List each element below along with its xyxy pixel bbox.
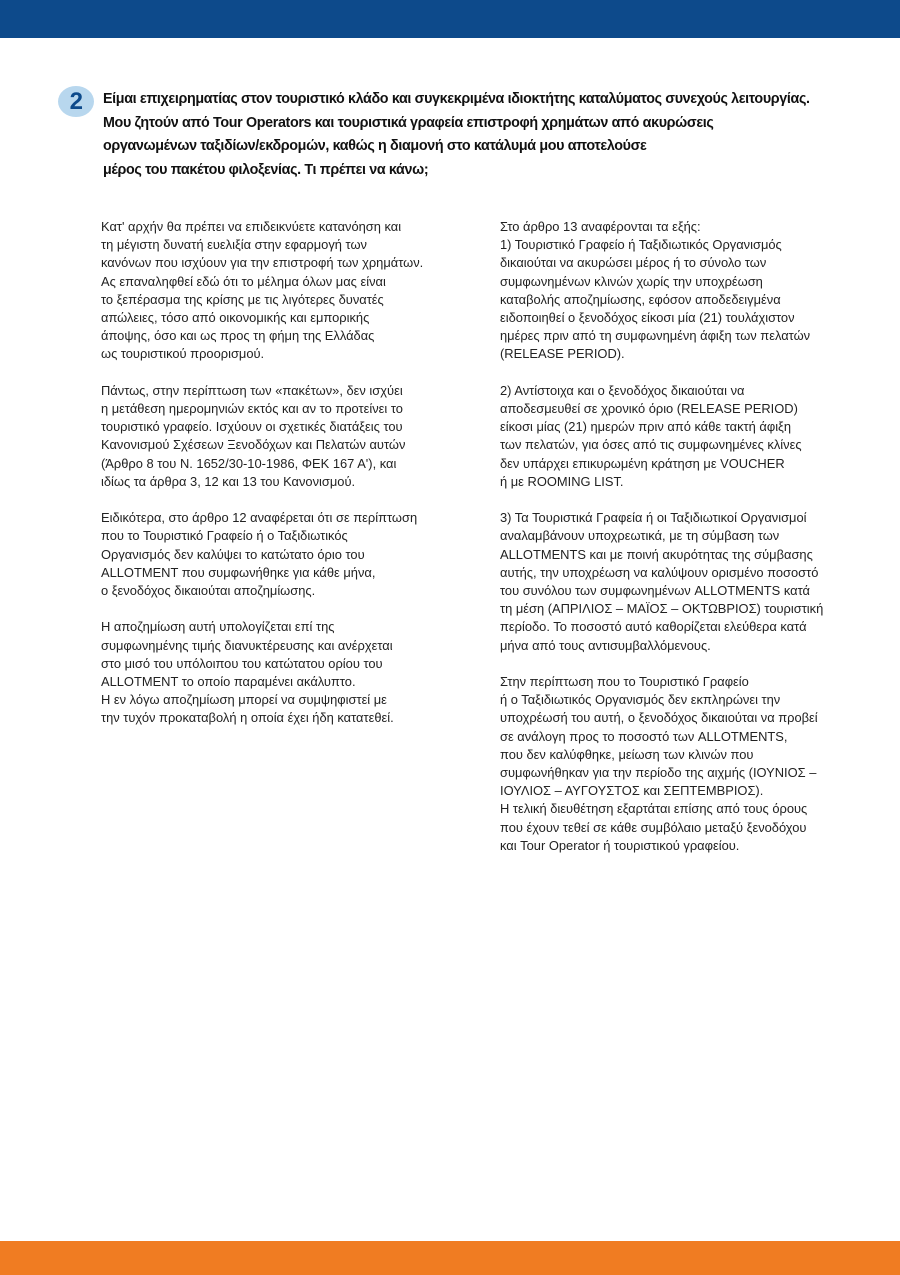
text-line: απώλειες, τόσο από οικονομικής και εμπορικής — [101, 310, 370, 326]
text-line: συμφωνημένων κλινών χωρίς την υποχρέωση — [500, 273, 763, 289]
text-line: υποχρέωσή του αυτή, ο ξενοδόχος δικαιούται να προβεί — [500, 710, 818, 726]
text-line: ή ο Ταξιδιωτικός Οργανισμός δεν εκπληρώνει την — [500, 692, 781, 708]
text-line: ALLOTMENT το οποίο παραμένει ακάλυπτο. — [101, 674, 356, 690]
text-line: που το Τουριστικό Γραφείο ή ο Ταξιδιωτικός — [101, 528, 348, 544]
text-line: συμφωνήθηκαν για την περίοδο της αιχμής (ΙΟΥΝΙΟΣ – — [500, 765, 817, 781]
text-line: δικαιούται να ακυρώσει μέρος ή το σύνολο των — [500, 255, 767, 271]
text-line: Κανονισμού Σχέσεων Ξενοδόχων και Πελατών αυτών — [101, 437, 406, 453]
answer-right-column — [500, 218, 870, 873]
text-line: κανόνων που ισχύουν για την επιστροφή των χρημάτων. — [101, 255, 424, 271]
question-number-badge: 2 — [58, 86, 94, 117]
top-header-bar — [0, 0, 900, 38]
answer-paragraph — [500, 673, 870, 855]
answer-paragraph — [101, 218, 476, 364]
text-line: μήνα από τους αντισυμβαλλόμενους. — [500, 637, 711, 653]
text-line: το ξεπέρασμα της κρίσης με τις λιγότερες δυνατές — [101, 291, 384, 307]
text-line: αποδεσμευθεί σε χρονικό όριο (RELEASE PERIOD) — [500, 401, 798, 417]
text-line: και Tour Operator ή τουριστικού γραφείου. — [500, 837, 740, 853]
text-line: του συνόλου των συμφωνημένων ALLOTMENTS κατά — [500, 583, 810, 599]
text-line: των πελατών, για όσες από τις συμφωνημένες κλίνες — [500, 437, 802, 453]
text-line: συμφωνημένης τιμής διανυκτέρευσης και ανέρχεται — [101, 637, 393, 653]
text-line: ή με ROOMING LIST. — [500, 473, 624, 489]
question-line: μέρος του πακέτου φιλοξενίας. Τι πρέπει να κάνω; — [103, 161, 429, 178]
text-line: σε ανάλογη προς το ποσοστό των ALLOTMENTS, — [500, 728, 788, 744]
text-line: αυτής, την υποχρέωση να καλύψουν ορισμένο ποσοστό — [500, 564, 819, 580]
text-line: στο μισό του υπόλοιπου του κατώτατου ορίου του — [101, 655, 383, 671]
answer-paragraph — [101, 618, 476, 727]
text-line: (Άρθρο 8 του Ν. 1652/30-10-1986, ΦΕΚ 167 Α'), και — [101, 455, 397, 471]
text-line: 3) Τα Τουριστικά Γραφεία ή οι Ταξιδιωτικοί Οργανισμοί — [500, 510, 807, 526]
answer-paragraph — [101, 509, 476, 600]
text-line: (RELEASE PERIOD). — [500, 346, 625, 362]
text-line: ως τουριστικού προορισμού. — [101, 346, 265, 362]
question-line: Μου ζητούν από Tour Operators και τουριστικά γραφεία επιστροφή χρημάτων από ακυρώσεις — [103, 114, 714, 131]
text-line: Στο άρθρο 13 αναφέρονται τα εξής: — [500, 219, 701, 234]
text-line: τη μέση (ΑΠΡΙΛΙΟΣ – ΜΑΪΟΣ – ΟΚΤΩΒΡΙΟΣ) τουριστική — [500, 601, 824, 617]
text-line: ΙΟΥΛΙΟΣ – ΑΥΓΟΥΣΤΟΣ και ΣΕΠΤΕΜΒΡΙΟΣ). — [500, 783, 764, 799]
text-line: ημέρες πριν από τη συμφωνημένη άφιξη των πελατών — [500, 328, 811, 344]
question-heading — [103, 88, 893, 182]
text-line: Ειδικότερα, στο άρθρο 12 αναφέρεται ότι σε περίπτωση — [101, 510, 418, 526]
text-line: τη μέγιστη δυνατή ευελιξία στην εφαρμογή των — [101, 237, 367, 253]
text-line: που έχουν τεθεί σε κάθε συμβόλαιο μεταξύ ξενοδόχου — [500, 819, 807, 835]
text-line: Η αποζημίωση αυτή υπολογίζεται επί της — [101, 619, 335, 635]
text-line: τουριστικό γραφείο. Ισχύουν οι σχετικές διατάξεις του — [101, 419, 403, 435]
text-line: Η τελική διευθέτηση εξαρτάται επίσης από τους όρους — [500, 801, 808, 817]
text-line: η μετάθεση ημερομηνιών εκτός και αν το προτείνει το — [101, 401, 403, 417]
text-line: Κατ' αρχήν θα πρέπει να επιδεικνύετε κατανόηση και — [101, 219, 402, 234]
text-line: Στην περίπτωση που το Τουριστικό Γραφείο — [500, 674, 749, 690]
text-line: ιδίως τα άρθρα 3, 12 και 13 του Κανονισμού. — [101, 473, 356, 489]
text-line: ALLOTMENT που συμφωνήθηκε για κάθε μήνα, — [101, 564, 376, 580]
text-line: καταβολής αποζημίωσης, εφόσον αποδεδειγμένα — [500, 291, 781, 307]
text-line: δεν υπάρχει επικυρωμένη κράτηση με VOUCHER — [500, 455, 785, 471]
answer-paragraph — [500, 382, 870, 491]
answer-paragraph — [500, 218, 870, 364]
text-line: περίοδο. Το ποσοστό αυτό καθορίζεται ελεύθερα κατά — [500, 619, 807, 635]
answer-paragraph — [101, 382, 476, 491]
text-line: αναλαμβάνουν υποχρεωτικά, με τη σύμβαση των — [500, 528, 780, 544]
question-line: Είμαι επιχειρηματίας στον τουριστικό κλάδο και συγκεκριμένα ιδιοκτήτης καταλύματος συνεχούς λειτουργίας. — [103, 91, 810, 107]
text-line: 1) Τουριστικό Γραφείο ή Ταξιδιωτικός Οργανισμός — [500, 237, 782, 253]
answer-paragraph — [500, 509, 870, 655]
bottom-footer-bar — [0, 1241, 900, 1275]
text-line: Πάντως, στην περίπτωση των «πακέτων», δεν ισχύει — [101, 382, 403, 398]
text-line: 2) Αντίστοιχα και ο ξενοδόχος δικαιούται να — [500, 382, 745, 398]
text-line: Ας επαναληφθεί εδώ ότι το μέλημα όλων μας είναι — [101, 273, 386, 289]
question-line: οργανωμένων ταξιδίων/εκδρομών, καθώς η διαμονή στο κατάλυμά μου αποτελούσε — [103, 138, 647, 154]
text-line: που δεν καλύφθηκε, μείωση των κλινών που — [500, 746, 754, 762]
text-line: Οργανισμός δεν καλύψει το κατώτατο όριο του — [101, 546, 365, 562]
text-line: Η εν λόγω αποζημίωση μπορεί να συμψηφιστεί με — [101, 692, 387, 708]
text-line: ο ξενοδόχος δικαιούται αποζημίωσης. — [101, 583, 316, 599]
answer-left-column — [101, 218, 476, 746]
text-line: άποψης, όσο και ως προς τη φήμη της Ελλάδας — [101, 328, 375, 344]
text-line: ALLOTMENTS και με ποινή ακυρότητας της σύμβασης — [500, 546, 813, 562]
text-line: την τυχόν προκαταβολή η οποία έχει ήδη κατατεθεί. — [101, 710, 394, 726]
text-line: ειδοποιηθεί ο ξενοδόχος είκοσι μία (21) τουλάχιστον — [500, 310, 795, 326]
text-line: είκοσι μίας (21) ημερών πριν από κάθε τακτή άφιξη — [500, 419, 791, 435]
